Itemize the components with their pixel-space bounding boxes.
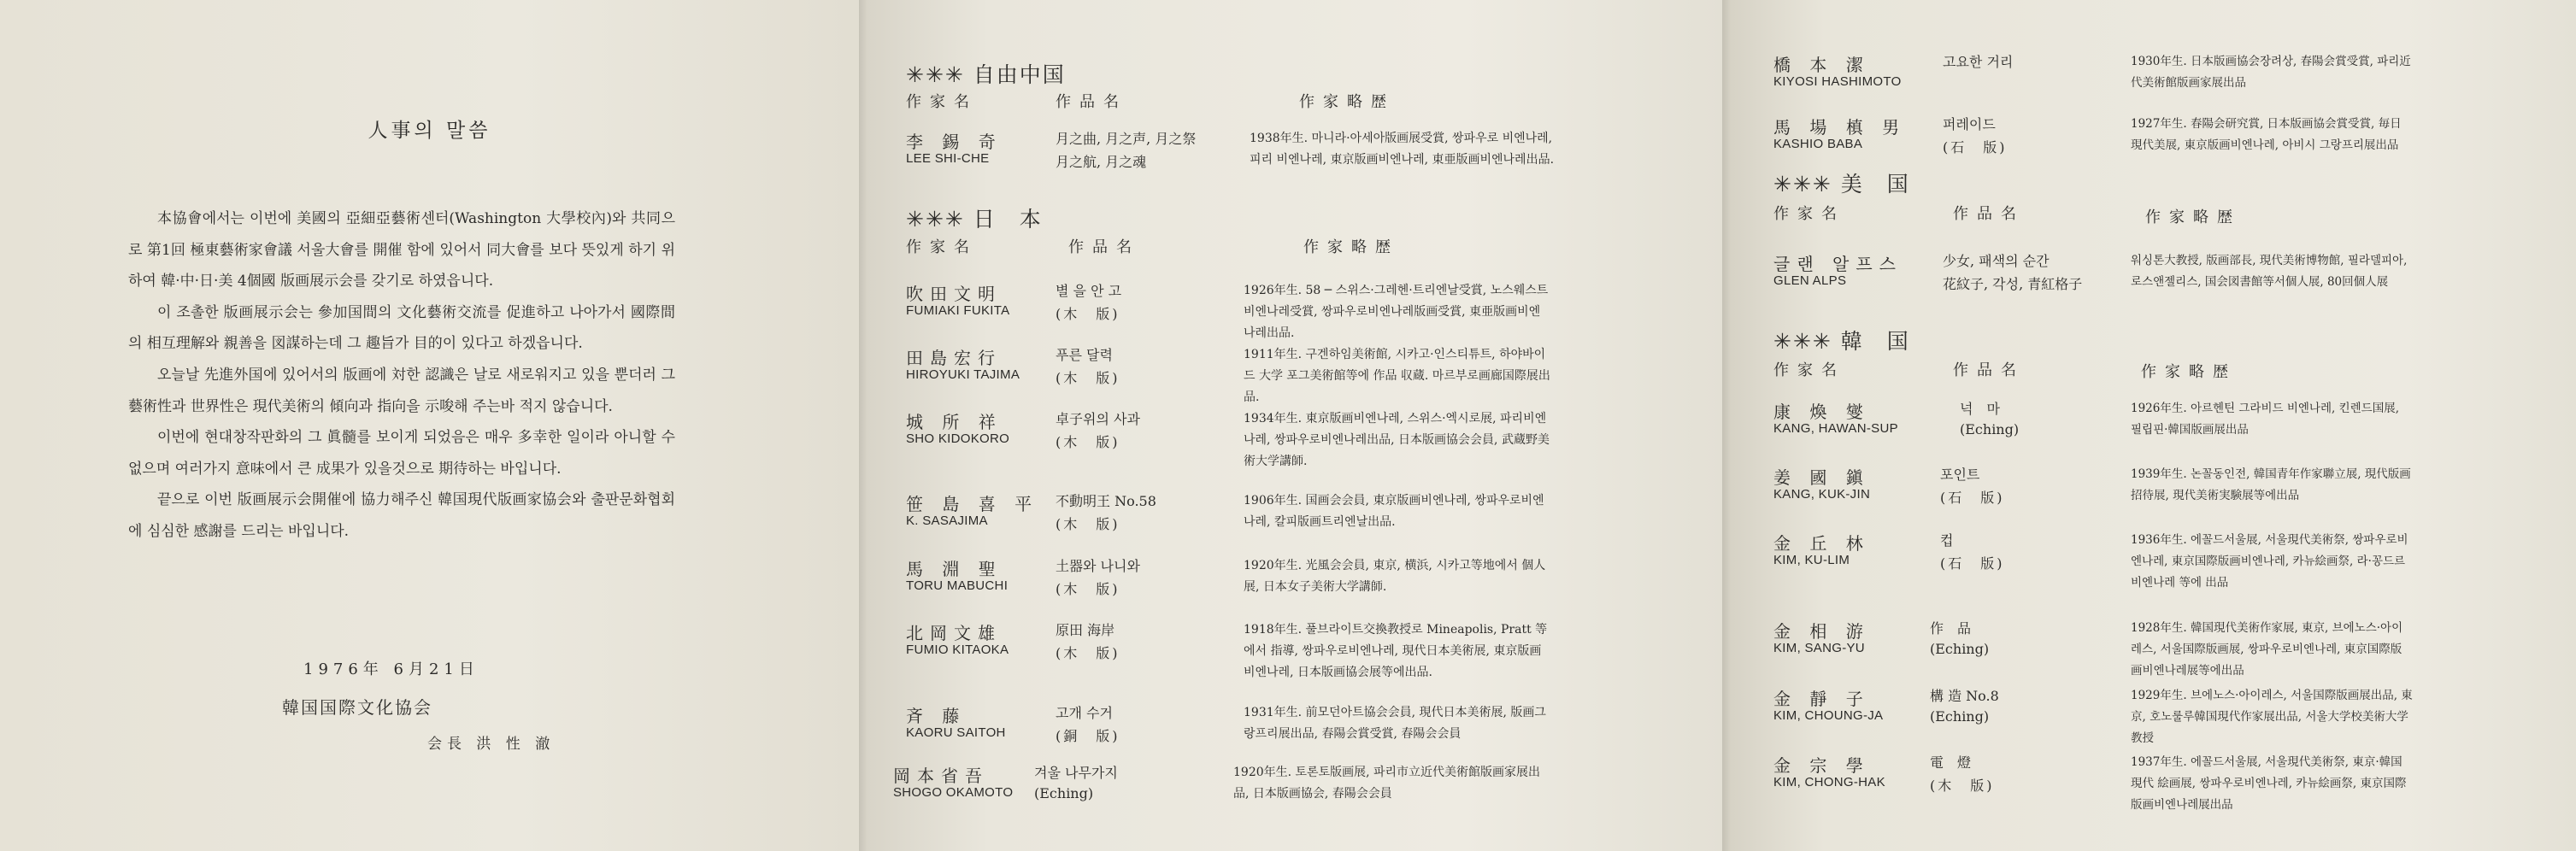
artist-name: 馬 淵 聖 [906,559,1003,579]
artist-roman-name: LEE SHI-CHE [906,151,990,166]
column-header-artist: 作家名 [906,238,978,256]
work-medium: 月之航, 月之魂 [1056,154,1147,170]
section-title-china: ✳✳✳ 自由中国 [906,62,1066,87]
work-title: 겨울 나무가지 [1034,765,1118,781]
work-title: 作 品 [1930,620,1972,637]
greeting-organization: 韓国国際文化協会 [282,697,432,718]
artist-roman-name: KIYOSI HASHIMOTO [1773,74,1902,89]
artist-roman-name: FUMIAKI FUKITA [906,303,1010,318]
column-header-artist: 作家名 [1773,361,1845,379]
artist-name: 北岡文雄 [906,623,1002,643]
artist-roman-name: KAORU SAITOH [906,725,1006,740]
artist-roman-name: KIM, SANG-YU [1773,641,1865,655]
artist-name: 笹 島 喜 平 [906,494,1039,514]
artist-name: 李 錫 奇 [906,132,1003,152]
greeting-paragraph: 이 조촐한 版画展示会는 參加国間의 文化藝術交流를 促進하고 나아가서 國際間의 相互理解와 親善을 図謀하는데 그 趣旨가 目的이 있다고 하겠읍니다. [128,303,675,353]
column-header-bio: 作家略歴 [2141,363,2237,381]
artist-roman-name: SHOGO OKAMOTO [893,785,1014,800]
greeting-panel [0,0,859,851]
artist-bio: 1918年生. 풀브라이트交換教授로 Mineapolis, Pratt 等에서 指導, 쌍파우로비엔나레, 現代日本美術展, 東京版画비엔나레, 日本版画協会展等에出品. [1244,623,1548,679]
artist-bio: 1926年生. 아르헨틴 그라비드 비엔나레, 킨렌드国展, 필립핀·韓国版画展出品 [2131,402,2400,437]
column-header-work: 作品名 [1953,361,2025,379]
artist-bio: 1938年生. 마니라·아세아版画展受賞, 쌍파우로 비엔나레, 피리 비엔나레, 東京版画비엔나레, 東亜版画비엔나레出品. [1250,132,1555,167]
artist-bio: 1926年生. 58 ─ 스위스·그레헨·트리엔날受賞, 노스웨스트비엔나레受賞, 쌍파우로비엔나레版画受賞, 東亜版画비엔나레出品. [1244,284,1549,340]
work-medium: (木 版) [1056,434,1120,450]
artist-name: 城 所 祥 [906,412,1003,432]
work-medium: (木 版) [1930,778,1995,794]
artists-panel-usa-korea [1722,0,2576,851]
work-title: 넉 마 [1960,401,2000,417]
work-medium: (Eching) [1034,785,1094,801]
greeting-paragraph: 오늘날 先進外国에 있어서의 版画에 対한 認識은 날로 새로워지고 있을 뿐더러 그 藝術性과 世界性은 現代美術의 傾向과 指向을 示唆해 주는바 적지 않습니다. [128,366,675,415]
work-title: 原田 海岸 [1056,622,1115,638]
artist-name: 岡本省吾 [893,766,989,786]
artist-name: 姜 國 鎭 [1773,467,1870,488]
greeting-date: 1976年 6月21日 [303,660,479,678]
artist-roman-name: KASHIO BABA [1773,137,1863,151]
work-title: 별 을 안 고 [1056,283,1122,299]
artist-name: 吹田文明 [906,284,1002,304]
artist-bio: 1928年生. 韓国現代美術作家展, 東京, 브에노스·아이레스, 서울国際版画展, 쌍파우로비엔나레, 東京国際版画비엔나레展等에出品 [2131,621,2403,678]
artist-bio: 1939年生. 논꼴동인전, 韓国青年作家聯立展, 現代版画招待展, 現代美術実験展等에出品 [2131,467,2411,502]
artist-bio: 1920年生. 光風会会員, 東京, 横浜, 시카고等地에서 個人展, 日本女子美術大学講師. [1244,559,1546,594]
artist-roman-name: KIM, CHOUNG-JA [1773,708,1884,723]
work-medium: (木 版) [1056,516,1120,532]
work-title: 不動明王 No.58 [1056,493,1156,509]
work-title: 포인트 [1940,467,1980,483]
greeting-paragraph: 이번에 현대창작판화의 그 眞髓를 보이게 되었음은 매우 多幸한 일이라 아니할 수 없으며 여러가지 意味에서 큰 成果가 있을것으로 期待하는 바입니다. [128,429,675,478]
section-title-usa: ✳✳✳ 美 国 [1773,172,1910,197]
work-medium: (木 版) [1056,306,1120,322]
column-header-work: 作品名 [1953,205,2025,223]
work-title: 土器와 나니와 [1056,558,1140,574]
artists-panel-china-japan [859,0,1722,851]
work-title: 少女, 패색의 순간 [1943,253,2050,269]
fold-shadow [1722,0,1731,851]
work-medium: (Eching) [1960,421,2020,437]
artist-bio: 1934年生. 東京版画비엔나레, 스위스·엑시로展, 파리비엔나레, 쌍파우로비엔나레出品, 日本版画協会会員, 武蔵野美術大学講師. [1244,412,1550,468]
section-title-korea: ✳✳✳ 韓 国 [1773,329,1910,354]
greeting-paragraph: 끝으로 이번 版画展示会開催에 協力해주신 韓国現代版画家協会와 출판문화협회에 심심한 感謝를 드리는 바입니다. [128,491,675,540]
artist-name: 글랜 알프스 [1773,254,1903,274]
column-header-bio: 作家略歴 [1299,93,1395,111]
work-title: 電 燈 [1930,754,1972,771]
artist-bio: 1927年生. 春陽会研究賞, 日本版画協会賞受賞, 毎日現代美展, 東京版画비엔나레, 아비시 그랑프리展出品 [2131,117,2402,152]
artist-roman-name: GLEN ALPS [1773,273,1847,288]
artist-bio: 1911年生. 구겐하임美術館, 시카고·인스티튜트, 하야바이드 大学 포그美術館等에 作品 収蔵. 마르부로画廊国際展出品. [1244,348,1550,404]
artist-roman-name: HIROYUKI TAJIMA [906,367,1020,382]
column-header-artist: 作家名 [1773,205,1845,223]
work-medium: (石 版) [1940,555,2005,572]
fold-shadow [859,0,867,851]
greeting-paragraph: 本協會에서는 이번에 美國의 亞細亞藝術센터(Washington 大學校內)와 共同으로 第1回 極東藝術家會議 서울大會를 開催 함에 있어서 同大會를 보다 뜻있게 하기 위하여 韓·中·日·美 4個國 版画展示会를 갖기로 하였읍니다. [128,210,675,291]
artist-roman-name: SHO KIDOKORO [906,431,1010,446]
column-header-work: 作品名 [1056,93,1127,111]
artist-bio: 1920年生. 토론토版画展, 파리市立近代美術館版画家展出品, 日本版画協会, 春陽会会員 [1233,766,1541,801]
artist-name: 馬 場 槙 男 [1773,117,1907,138]
greeting-president: 会長 洪 性 澈 [427,736,556,753]
artist-name: 康 煥 燮 [1773,402,1870,422]
work-title: 푸른 달력 [1056,347,1113,363]
artist-bio: 1936年生. 에꼴드서울展, 서울現代美術祭, 쌍파우로비엔나레, 東京国際版画비엔나레, 카뉴絵画祭, 라·꽁드르비엔나레 等에 出品 [2131,533,2408,590]
artist-roman-name: KIM, KU-LIM [1773,553,1850,567]
column-header-work: 作品名 [1068,238,1140,256]
artist-name: 金 相 游 [1773,621,1870,642]
work-medium: (銅 版) [1056,728,1120,744]
work-title: 컵 [1940,532,1954,549]
work-medium: (石 版) [1943,139,2008,156]
work-title: 고개 수거 [1056,705,1113,721]
artist-bio: 워싱톤大教授, 版画部長, 現代美術博物館, 필라델피아, 로스앤젤리스, 国会図書館等서個人展, 80回個人展 [2131,254,2408,289]
work-medium: (Eching) [1930,641,1990,657]
work-title: 퍼레이드 [1943,116,1996,132]
artist-roman-name: FUMIO KITAOKA [906,643,1009,657]
artist-name: 田島宏行 [906,348,1002,368]
column-header-bio: 作家略歴 [2145,208,2241,226]
work-title: 構 造 No.8 [1930,688,1999,704]
artist-roman-name: KANG, KUK-JIN [1773,487,1871,502]
artist-roman-name: K. SASAJIMA [906,514,988,528]
work-title: 고요한 거리 [1943,54,2014,70]
section-title-japan: ✳✳✳ 日 本 [906,207,1043,232]
work-medium: 花紋子, 각성, 青紅格子 [1943,276,2083,292]
column-header-artist: 作家名 [906,93,978,111]
artist-name: 金 宗 學 [1773,755,1870,776]
work-medium: (木 版) [1056,370,1120,386]
artist-bio: 1929年生. 브에노스·아이레스, 서울国際版画展出品, 東京, 호노룰루韓国現代作家展出品, 서울大学校美術大学教授 [2131,689,2413,745]
artist-bio: 1906年生. 国画会会員, 東京版画비엔나레, 쌍파우로비엔나레, 칼피版画트리엔날出品. [1244,494,1544,529]
greeting-body [128,203,675,548]
work-medium: (石 版) [1940,490,2005,506]
work-medium: (Eching) [1930,708,1990,725]
artist-name: 橋 本 潔 [1773,55,1870,75]
greeting-title: 人事의 말씀 [368,120,491,142]
artist-roman-name: KIM, CHONG-HAK [1773,775,1885,789]
artist-name: 金 靜 子 [1773,689,1870,709]
artist-bio: 1937年生. 에꼴드서울展, 서울現代美術祭, 東京·韓国現代 絵画展, 쌍파우로비엔나레, 카뉴絵画祭, 東京国際版画비엔나레展出品 [2131,755,2407,812]
column-header-bio: 作家略歴 [1303,238,1399,256]
work-medium: (木 版) [1056,645,1120,661]
work-title: 月之曲, 月之声, 月之祭 [1056,131,1197,147]
artist-roman-name: KANG, HAWAN-SUP [1773,421,1898,436]
artist-bio: 1931年生. 前모던아트協会会員, 現代日本美術展, 版画그랑프리展出品, 春陽会賞受賞, 春陽会会員 [1244,706,1546,741]
artist-name: 金 丘 林 [1773,533,1870,554]
artist-name: 斉 藤 [906,706,967,726]
artist-bio: 1930年生. 日本版画協会장려상, 春陽会賞受賞, 파리近代美術館版画家展出品 [2131,55,2411,90]
work-title: 卓子위의 사과 [1056,411,1140,427]
work-medium: (木 版) [1056,581,1120,597]
artist-roman-name: TORU MABUCHI [906,578,1009,593]
